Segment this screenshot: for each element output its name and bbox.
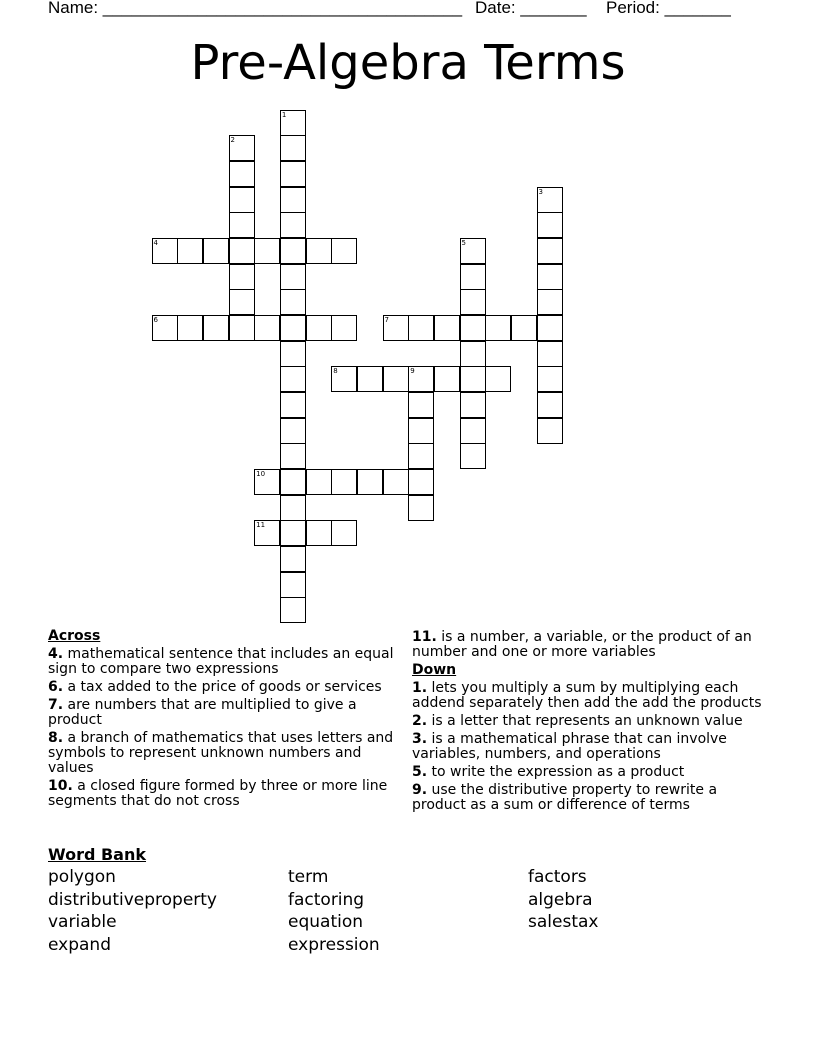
grid-cell[interactable] xyxy=(254,520,280,546)
grid-cell[interactable] xyxy=(460,443,486,469)
grid-cell[interactable] xyxy=(537,392,563,418)
grid-cell[interactable] xyxy=(203,315,229,341)
word-bank-column-1 xyxy=(48,866,217,957)
clue-number: 4. xyxy=(48,646,64,662)
grid-cell[interactable] xyxy=(306,315,332,341)
grid-cell[interactable] xyxy=(408,469,434,495)
clue-number: 9. xyxy=(412,782,428,798)
grid-cell[interactable] xyxy=(460,392,486,418)
grid-cell[interactable] xyxy=(280,110,306,136)
clue-number: 5. xyxy=(412,764,428,780)
clue-across-8 xyxy=(48,731,398,776)
clue-text: to write the expression as a product xyxy=(431,764,685,780)
word-bank-item: factoring xyxy=(288,889,365,910)
grid-cell[interactable] xyxy=(280,469,306,495)
cell-number: 2 xyxy=(230,136,235,145)
grid-cell[interactable] xyxy=(280,597,306,623)
word-bank-item: factors xyxy=(528,867,587,887)
grid-cell[interactable] xyxy=(229,212,255,238)
clue-number: 6. xyxy=(48,679,64,695)
grid-cell[interactable] xyxy=(229,187,255,213)
clues-column-right xyxy=(412,630,772,816)
grid-cell[interactable] xyxy=(280,572,306,598)
grid-cell[interactable] xyxy=(485,315,511,341)
word-bank-column-2 xyxy=(288,866,380,957)
clue-number: 2. xyxy=(412,713,428,729)
word-bank-item: polygon xyxy=(48,867,116,887)
cell-number: 4 xyxy=(153,238,158,247)
grid-cell[interactable] xyxy=(434,366,460,392)
across-heading: Across xyxy=(48,628,101,644)
cell-number: 7 xyxy=(384,315,389,324)
grid-cell[interactable] xyxy=(357,469,383,495)
grid-cell[interactable] xyxy=(280,520,306,546)
grid-cell[interactable] xyxy=(537,315,563,341)
clue-text: a branch of mathematics that uses letters and symbols to represent unknown numbers and values xyxy=(48,730,394,776)
grid-cell[interactable] xyxy=(152,315,178,341)
word-bank-item: equation xyxy=(288,912,364,933)
grid-cell[interactable] xyxy=(408,392,434,418)
clue-across-4 xyxy=(48,647,398,677)
clue-down-9 xyxy=(412,783,772,813)
grid-cell[interactable] xyxy=(537,289,563,315)
grid-cell[interactable] xyxy=(511,315,537,341)
grid-cell[interactable] xyxy=(280,418,306,444)
grid-cell[interactable] xyxy=(254,469,280,495)
grid-cell[interactable] xyxy=(280,135,306,161)
clue-number: 3. xyxy=(412,731,428,747)
clue-text: a closed figure formed by three or more line segments that do not cross xyxy=(48,778,388,809)
grid-cell[interactable] xyxy=(280,212,306,238)
grid-cell[interactable] xyxy=(306,469,332,495)
word-bank-title: Word Bank xyxy=(48,845,147,864)
grid-cell[interactable] xyxy=(280,289,306,315)
grid-cell[interactable] xyxy=(408,315,434,341)
cell-number: 5 xyxy=(461,238,466,247)
grid-cell[interactable] xyxy=(460,289,486,315)
clue-number: 8. xyxy=(48,730,64,746)
word-bank-item: expression xyxy=(288,935,380,956)
grid-cell[interactable] xyxy=(280,366,306,392)
clue-number: 11. xyxy=(412,629,437,645)
grid-cell[interactable] xyxy=(229,264,255,290)
clue-number: 1. xyxy=(412,680,428,696)
grid-cell[interactable] xyxy=(280,161,306,187)
grid-cell[interactable] xyxy=(229,161,255,187)
page-title: Pre-Algebra Terms xyxy=(190,35,626,91)
cell-number: 10 xyxy=(256,469,266,478)
cell-number: 6 xyxy=(153,315,158,324)
grid-cell[interactable] xyxy=(537,238,563,264)
period-field[interactable]: Period: _______ xyxy=(606,0,731,17)
word-bank-item: term xyxy=(288,867,329,887)
grid-cell[interactable] xyxy=(460,264,486,290)
word-bank-item: algebra xyxy=(528,889,593,910)
grid-cell[interactable] xyxy=(408,495,434,521)
grid-cell[interactable] xyxy=(203,238,229,264)
grid-cell[interactable] xyxy=(331,469,357,495)
grid-cell[interactable] xyxy=(254,315,280,341)
word-bank-item: expand xyxy=(48,935,111,956)
grid-cell[interactable] xyxy=(280,495,306,521)
clue-text: is a letter that represents an unknown value xyxy=(431,713,743,729)
grid-cell[interactable] xyxy=(229,315,255,341)
clue-across-11 xyxy=(412,630,772,660)
clue-down-3 xyxy=(412,732,772,762)
clue-across-10 xyxy=(48,779,398,809)
clue-text: lets you multiply a sum by multiplying each addend separately then add the add the products xyxy=(412,680,762,711)
grid-cell[interactable] xyxy=(460,366,486,392)
grid-cell[interactable] xyxy=(408,418,434,444)
grid-cell[interactable] xyxy=(485,366,511,392)
name-field[interactable]: Name: ______________________________________ xyxy=(48,0,463,17)
grid-cell[interactable] xyxy=(280,264,306,290)
grid-cell[interactable] xyxy=(460,341,486,367)
grid-cell[interactable] xyxy=(537,212,563,238)
grid-cell[interactable] xyxy=(537,418,563,444)
grid-cell[interactable] xyxy=(408,443,434,469)
grid-cell[interactable] xyxy=(152,238,178,264)
clue-across-7 xyxy=(48,698,398,728)
grid-cell[interactable] xyxy=(537,366,563,392)
grid-cell[interactable] xyxy=(229,238,255,264)
grid-cell[interactable] xyxy=(434,315,460,341)
grid-cell[interactable] xyxy=(460,238,486,264)
grid-cell[interactable] xyxy=(177,238,203,264)
grid-cell[interactable] xyxy=(280,187,306,213)
grid-cell[interactable] xyxy=(177,315,203,341)
cell-number: 8 xyxy=(333,367,338,376)
grid-cell[interactable] xyxy=(280,238,306,264)
grid-cell[interactable] xyxy=(383,366,409,392)
grid-cell[interactable] xyxy=(383,315,409,341)
grid-cell[interactable] xyxy=(408,366,434,392)
grid-cell[interactable] xyxy=(537,264,563,290)
grid-cell[interactable] xyxy=(306,238,332,264)
clue-text: use the distributive property to rewrite a product as a sum or difference of terms xyxy=(412,782,718,813)
cell-number: 1 xyxy=(281,110,287,119)
grid-cell[interactable] xyxy=(537,187,563,213)
cell-number: 9 xyxy=(410,367,415,376)
clue-text: is a mathematical phrase that can involve variables, numbers, and operations xyxy=(412,731,727,762)
clues-column-left xyxy=(48,629,398,812)
grid-cell[interactable] xyxy=(229,135,255,161)
clue-across-6 xyxy=(48,680,398,695)
word-bank-item: salestax xyxy=(528,912,599,933)
clue-down-1 xyxy=(412,681,772,711)
clue-number: 10. xyxy=(48,778,73,794)
grid-cell[interactable] xyxy=(357,366,383,392)
clue-down-2 xyxy=(412,714,772,729)
down-heading: Down xyxy=(412,662,457,678)
clue-text: are numbers that are multiplied to give a product xyxy=(48,697,357,728)
grid-cell[interactable] xyxy=(306,520,332,546)
grid-cell[interactable] xyxy=(280,443,306,469)
clue-down-5 xyxy=(412,765,772,780)
date-field[interactable]: Date: _______ xyxy=(475,0,587,17)
grid-cell[interactable] xyxy=(331,238,357,264)
grid-cell[interactable] xyxy=(460,418,486,444)
clue-text: mathematical sentence that includes an equal sign to compare two expressions xyxy=(48,646,394,677)
clue-number: 7. xyxy=(48,697,64,713)
cell-number: 11 xyxy=(256,521,266,530)
grid-cell[interactable] xyxy=(537,341,563,367)
grid-cell[interactable] xyxy=(254,238,280,264)
grid-cell[interactable] xyxy=(383,469,409,495)
grid-cell[interactable] xyxy=(331,366,357,392)
clue-text: is a number, a variable, or the product of an number and one or more variables xyxy=(412,629,752,660)
grid-cell[interactable] xyxy=(460,315,486,341)
cell-number: 3 xyxy=(538,187,544,196)
word-bank-item: distributiveproperty xyxy=(48,889,217,910)
grid-cell[interactable] xyxy=(331,315,357,341)
grid-cell[interactable] xyxy=(280,341,306,367)
grid-cell[interactable] xyxy=(280,315,306,341)
word-bank-item: variable xyxy=(48,912,117,933)
grid-cell[interactable] xyxy=(280,546,306,572)
clue-text: a tax added to the price of goods or services xyxy=(67,679,382,695)
grid-cell[interactable] xyxy=(229,289,255,315)
grid-cell[interactable] xyxy=(280,392,306,418)
word-bank-column-3 xyxy=(528,866,598,934)
grid-cell[interactable] xyxy=(331,520,357,546)
